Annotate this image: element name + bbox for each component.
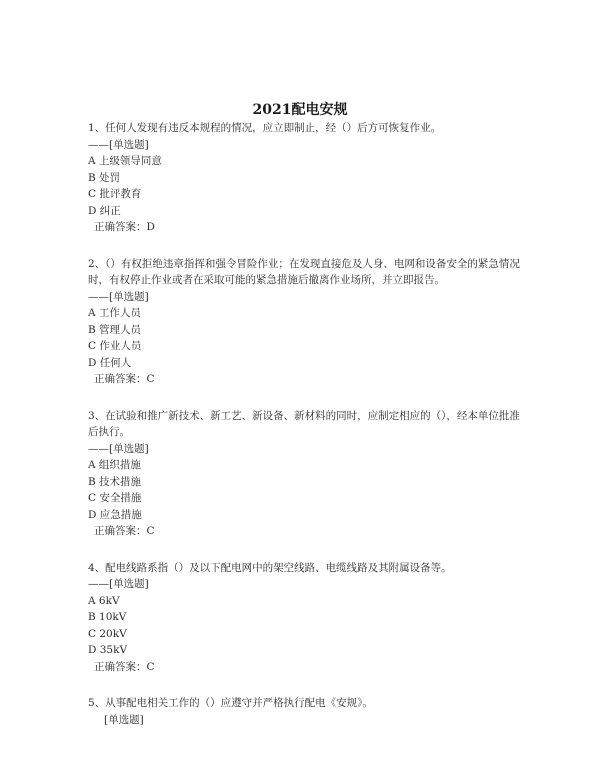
question-stem: 4、配电线路系指（）及以下配电网中的架空线路、电缆线路及其附属设备等。 xyxy=(88,561,452,574)
question-2 xyxy=(88,256,528,388)
question-1 xyxy=(88,120,528,236)
correct-answer: 正确答案：C xyxy=(94,660,155,673)
option-b: B 10kV xyxy=(88,611,127,623)
question-type: ——[单选题] xyxy=(88,578,149,590)
question-type: [单选题] xyxy=(104,713,144,726)
correct-answer: 正确答案：D xyxy=(94,221,155,233)
question-stem: 1、任何人发现有违反本规程的情况，应立即制止，经（）后方可恢复作业。 xyxy=(88,122,442,134)
question-type: ——[单选题] xyxy=(88,138,149,151)
question-stem: 3、在试验和推广新技术、新工艺、新设备、新材料的同时，应制定相应的（），经本单位批准后执行。 xyxy=(88,409,520,438)
question-stem: 5、从事配电相关工作的（）应遵守并严格执行配电《安规》。 xyxy=(88,697,373,709)
question-type: ——[单选题] xyxy=(88,442,149,455)
option-d: D 任何人 xyxy=(88,356,132,369)
option-c: C 安全措施 xyxy=(88,492,142,504)
question-3 xyxy=(88,408,528,540)
option-c: C 作业人员 xyxy=(88,340,142,352)
page-title: 2021配电安规 xyxy=(252,102,348,118)
question-type: ——[单选题] xyxy=(88,290,149,303)
option-a: A 6kV xyxy=(88,594,120,607)
correct-answer: 正确答案：C xyxy=(94,525,155,537)
option-a: A 上级领导同意 xyxy=(88,155,162,167)
option-a: A 工作人员 xyxy=(88,307,141,319)
question-4 xyxy=(88,560,528,676)
option-d: D 35kV xyxy=(88,644,128,656)
option-a: A 组织措施 xyxy=(88,459,141,471)
correct-answer: 正确答案：C xyxy=(94,373,155,385)
question-stem: 2、（）有权拒绝违章指挥和强令冒险作业；在发现直接危及人身、电网和设备安全的紧急情况时，有权停止作业或者在采取可能的紧急措施后撤离作业场所，并立即报告。 xyxy=(88,257,520,286)
question-list xyxy=(88,120,528,728)
option-b: B 处罚 xyxy=(88,171,121,184)
option-d: D 纠正 xyxy=(88,204,121,217)
option-b: B 管理人员 xyxy=(88,323,142,336)
option-b: B 技术措施 xyxy=(88,475,142,488)
option-d: D 应急措施 xyxy=(88,508,142,521)
option-c: C 批评教育 xyxy=(88,188,142,200)
option-c: C 20kV xyxy=(88,627,127,640)
question-5 xyxy=(88,695,528,728)
